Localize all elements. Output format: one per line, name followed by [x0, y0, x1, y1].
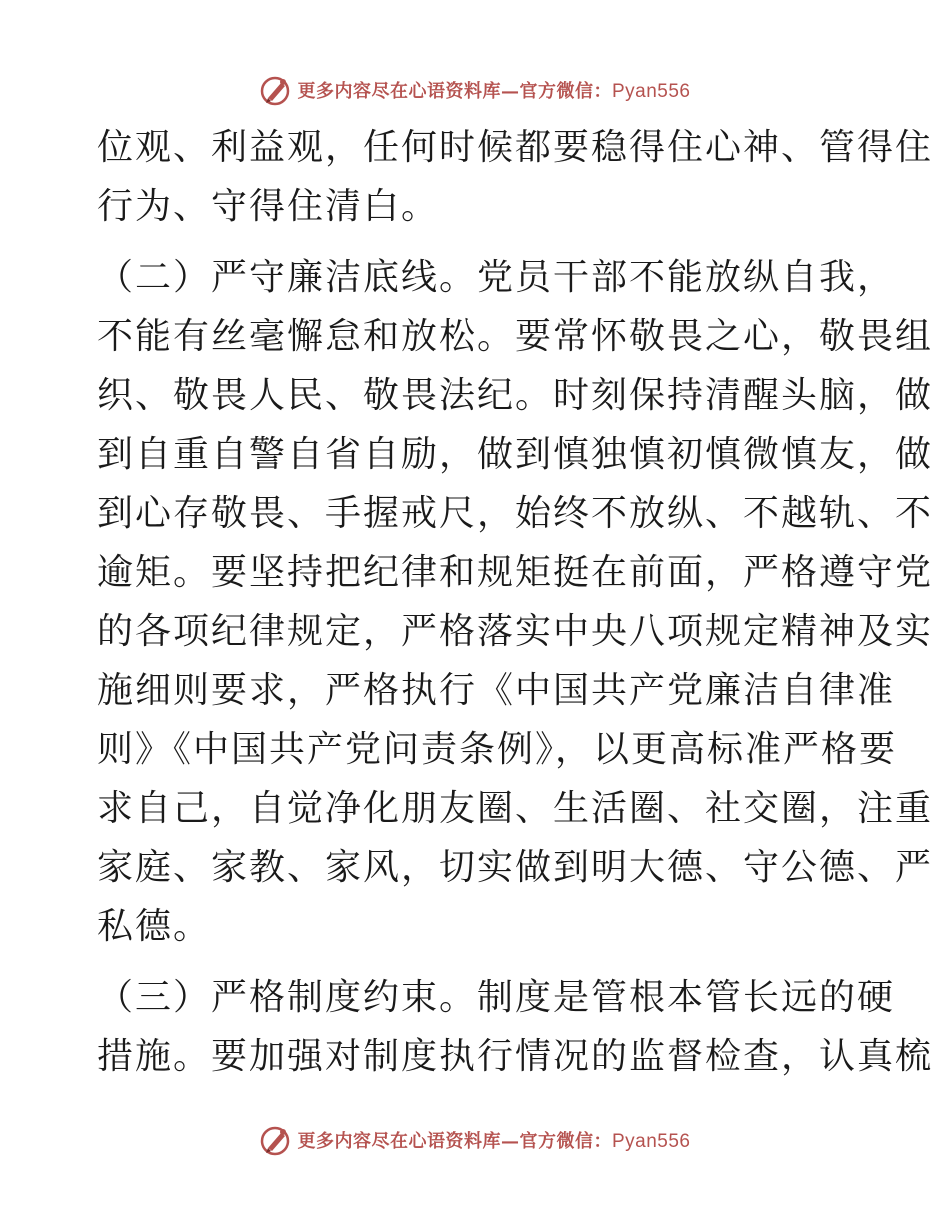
text-line: 不能有丝毫懈怠和放松。要常怀敬畏之心，敬畏组	[97, 316, 934, 357]
text-line: 织、敬畏人民、敬畏法纪。时刻保持清醒头脑，做	[97, 375, 934, 416]
text-line: 家庭、家教、家风，切实做到明大德、守公德、严	[97, 847, 934, 888]
text-line: 到心存敬畏、手握戒尺，始终不放纵、不越轨、不	[97, 493, 934, 534]
watermark-text: 更多内容尽在心语资料库—官方微信：Pyan556	[297, 81, 691, 102]
section-heading-line: （二）严守廉洁底线。党员干部不能放纵自我，	[97, 257, 896, 298]
text-line: 逾矩。要坚持把纪律和规矩挺在前面，严格遵守党	[97, 552, 934, 593]
text-line: 行为、守得住清白。	[97, 186, 440, 227]
footer-watermark	[0, 1120, 950, 1160]
text-line: 则》《中国共产党问责条例》，以更高标准严格要	[97, 729, 898, 770]
pen-logo-icon	[259, 73, 293, 107]
text-line: 求自己，自觉净化朋友圈、生活圈、社交圈，注重	[97, 788, 934, 829]
text-line: 的各项纪律规定，严格落实中央八项规定精神及实	[97, 611, 934, 652]
text-line: 位观、利益观，任何时候都要稳得住心神、管得住	[97, 127, 934, 168]
header-watermark	[0, 70, 950, 110]
text-line: 施细则要求，严格执行《中国共产党廉洁自律准	[97, 670, 896, 711]
paragraph-2	[97, 248, 934, 956]
paragraph-1	[97, 118, 934, 236]
text-line: 到自重自警自省自励，做到慎独慎初慎微慎友，做	[97, 434, 934, 475]
pen-logo-icon	[259, 1123, 293, 1157]
document-body	[97, 118, 934, 1086]
watermark-text: 更多内容尽在心语资料库—官方微信：Pyan556	[297, 1131, 691, 1152]
section-heading-line: （三）严格制度约束。制度是管根本管长远的硬	[97, 977, 896, 1018]
text-line: 私德。	[97, 906, 212, 947]
paragraph-3	[97, 968, 934, 1086]
text-line: 措施。要加强对制度执行情况的监督检查，认真梳	[97, 1036, 934, 1077]
